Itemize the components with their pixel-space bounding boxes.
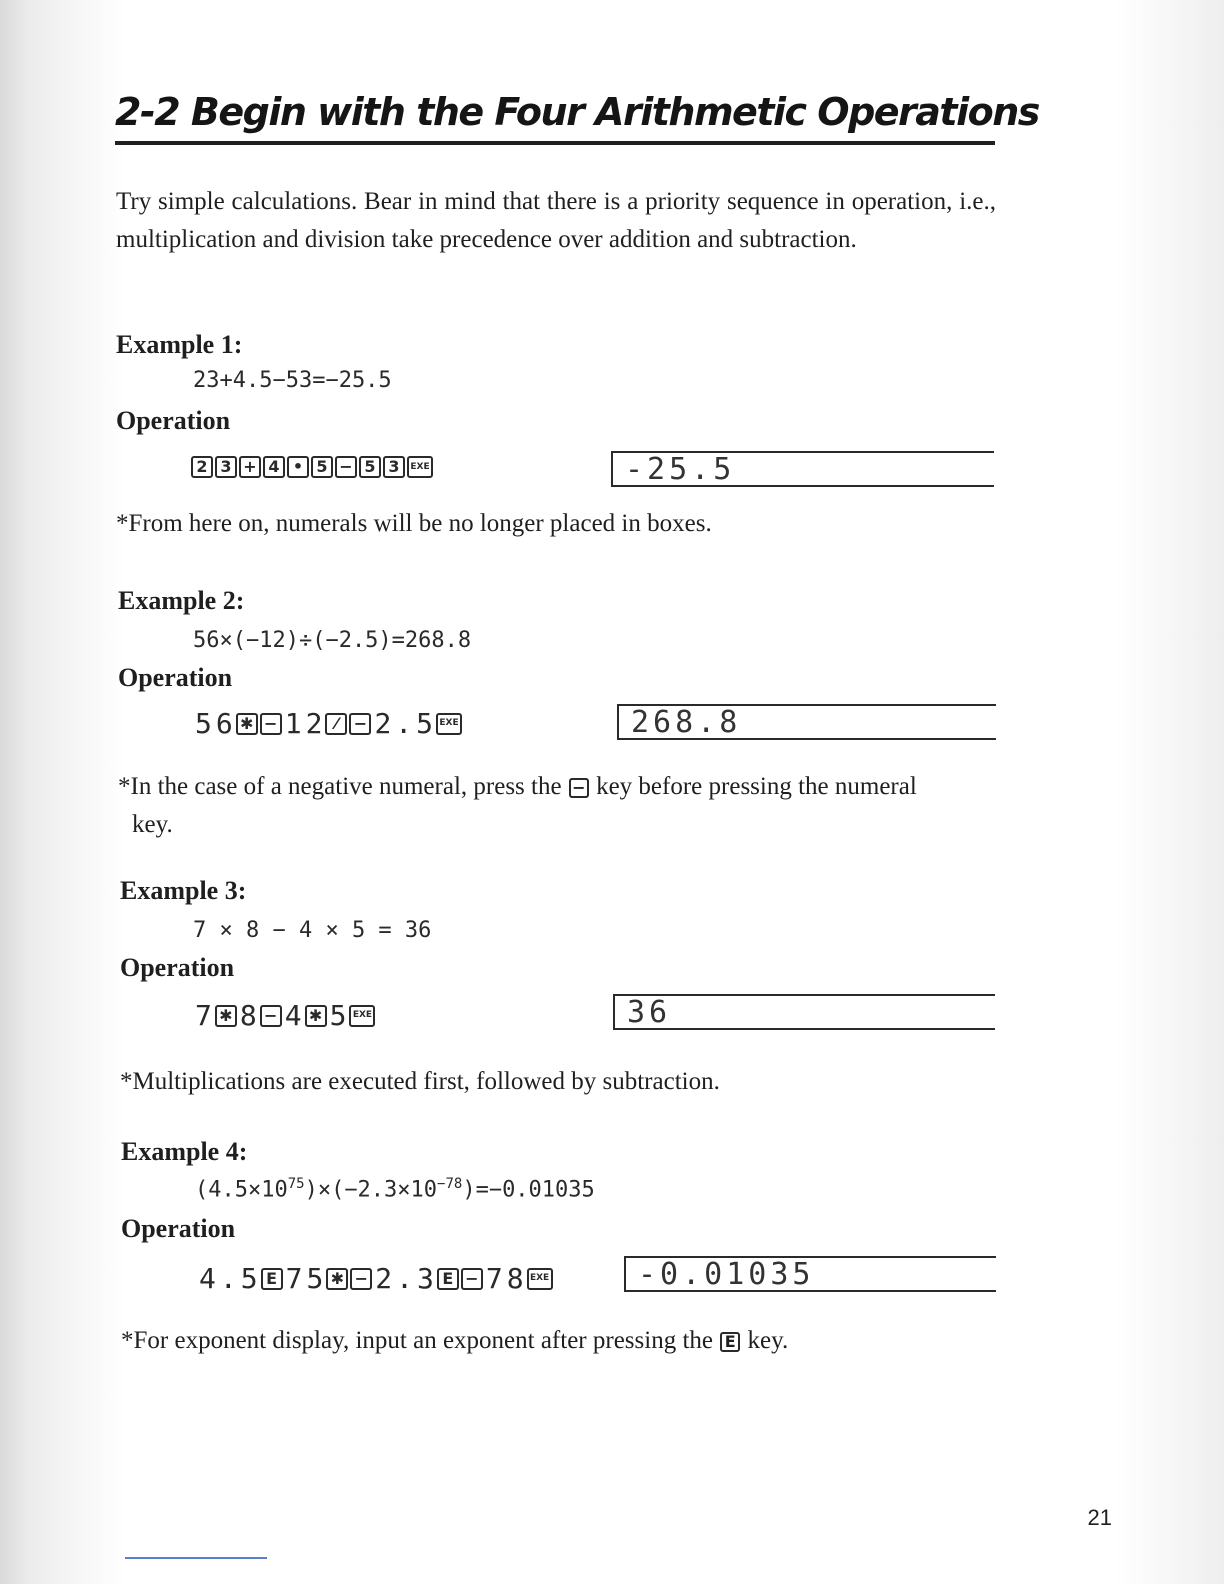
digit-4: 4 [284, 999, 302, 1032]
formula-part: (4.5×10 [195, 1177, 288, 1203]
example-2-key-sequence [193, 707, 463, 740]
intro-paragraph: Try simple calculations. Bear in mind that there is a priority sequence in operation, i.e., multiplication and division take precedence over addition and subtraction. [116, 188, 996, 253]
page-binding-shadow [0, 0, 125, 1584]
key-5: 5 [311, 456, 333, 478]
example-3-note: *Multiplications are executed first, followed by subtraction. [120, 1068, 720, 1095]
decimal-point: . [396, 1262, 414, 1295]
digit-8: 8 [506, 1262, 524, 1295]
example-1-label: Example 1: [116, 330, 243, 359]
key-multiply: ✱ [236, 713, 258, 735]
key-exe: EXE [407, 456, 433, 478]
key-plus: + [239, 456, 261, 478]
key-2: 2 [191, 456, 213, 478]
title-underline [115, 141, 995, 145]
decimal-point: . [219, 1262, 237, 1295]
note-text: *For exponent display, input an exponent after pressing the [121, 1327, 713, 1354]
key-multiply: ✱ [305, 1005, 327, 1027]
digit-5: 5 [195, 707, 212, 740]
digit-2: 2 [375, 1262, 393, 1295]
key-decimal: • [287, 456, 309, 478]
note-text-end: key before pressing the numeral [596, 773, 917, 800]
example-1-note: *From here on, numerals will be no longer placed in boxes. [116, 510, 712, 537]
key-exp: E [261, 1268, 283, 1290]
example-2-display: 268.8 [617, 704, 996, 740]
key-exp-icon: E [720, 1332, 740, 1352]
decimal-point: . [395, 707, 413, 740]
digit-7: 7 [285, 1262, 303, 1295]
section-title: 2-2 Begin with the Four Arithmetic Operations [115, 90, 1039, 134]
key-3: 3 [215, 456, 237, 478]
example-1-display: -25.5 [611, 451, 994, 487]
key-5: 5 [359, 456, 381, 478]
digit-2: 2 [305, 707, 323, 740]
key-divide: ⁄ [325, 713, 347, 735]
formula-exponent: −78 [437, 1176, 463, 1192]
example-4-key-sequence [197, 1262, 554, 1295]
key-exe: EXE [436, 713, 462, 735]
footer-rule [125, 1557, 267, 1559]
digit-5: 5 [329, 999, 347, 1032]
example-1-operation-label: Operation [116, 406, 231, 435]
note-text: *In the case of a negative numeral, press the [118, 773, 562, 800]
digit-1: 1 [284, 707, 302, 740]
key-minus-icon: − [569, 778, 589, 798]
page-edge-shadow [1114, 0, 1224, 1584]
digit-3: 3 [417, 1262, 434, 1295]
page-number: 21 [1087, 1505, 1112, 1530]
key-minus: − [349, 713, 371, 735]
digit-6: 6 [215, 707, 233, 740]
example-1-formula: 23+4.5−53=−25.5 [193, 368, 392, 393]
key-minus: − [350, 1268, 372, 1290]
key-exe: EXE [349, 1005, 375, 1027]
key-multiply: ✱ [215, 1005, 237, 1027]
key-minus: − [260, 713, 282, 735]
key-minus: − [335, 456, 357, 478]
key-minus: − [260, 1005, 282, 1027]
digit-7: 7 [195, 999, 212, 1032]
key-3: 3 [383, 456, 405, 478]
formula-part: )×(−2.3×10 [304, 1177, 438, 1203]
digit-5: 5 [240, 1262, 258, 1295]
key-multiply: ✱ [326, 1268, 348, 1290]
formula-part: )=−0.01035 [462, 1177, 595, 1203]
example-3-key-sequence [193, 999, 376, 1032]
key-4: 4 [263, 456, 285, 478]
example-2-formula: 56×(−12)÷(−2.5)=268.8 [193, 628, 472, 653]
example-4-formula [195, 1176, 595, 1202]
example-2-note [118, 768, 917, 806]
key-exp: E [437, 1268, 459, 1290]
example-1-key-sequence [190, 456, 434, 478]
example-2-label: Example 2: [118, 586, 245, 615]
example-3-operation-label: Operation [120, 953, 235, 982]
example-3-label: Example 3: [120, 876, 247, 905]
key-exe: EXE [527, 1268, 553, 1290]
digit-5: 5 [306, 1262, 324, 1295]
example-3-display: 36 [613, 994, 995, 1030]
example-2-note-line2: key. [132, 811, 173, 838]
example-4-operation-label: Operation [121, 1214, 236, 1243]
formula-exponent: 75 [287, 1176, 305, 1192]
digit-5: 5 [416, 707, 434, 740]
digit-7: 7 [485, 1262, 503, 1295]
example-4-display: -0.01035 [624, 1256, 996, 1292]
example-4-label: Example 4: [121, 1137, 248, 1166]
example-2-operation-label: Operation [118, 663, 233, 692]
example-3-formula: 7 × 8 − 4 × 5 = 36 [193, 918, 432, 943]
key-minus: − [461, 1268, 483, 1290]
note-text-end: key. [747, 1327, 789, 1354]
example-4-note [121, 1322, 788, 1360]
digit-4: 4 [199, 1262, 216, 1295]
digit-8: 8 [239, 999, 257, 1032]
digit-2: 2 [374, 707, 392, 740]
